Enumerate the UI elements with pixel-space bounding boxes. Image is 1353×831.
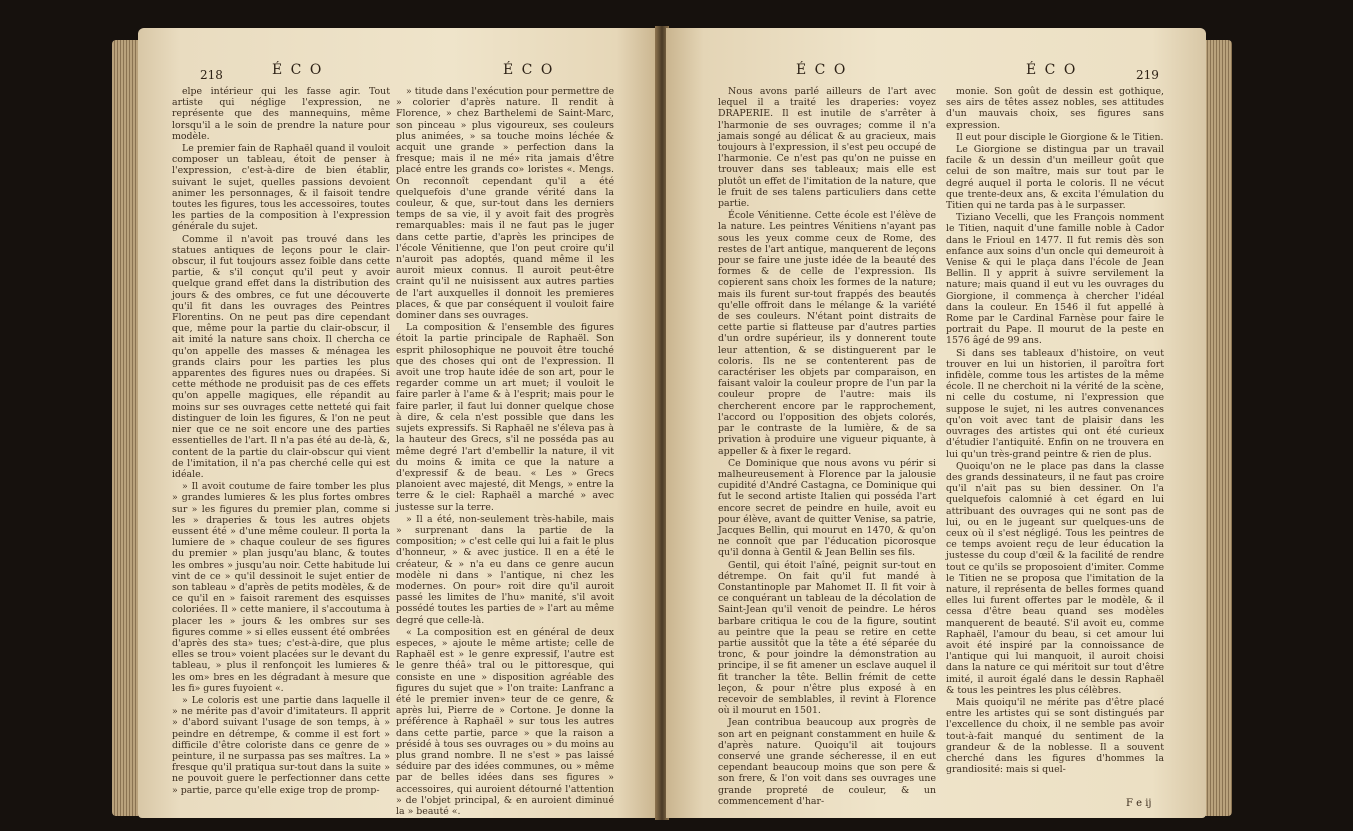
paragraph: Si dans ses tableaux d'histoire, on veut trouver en lui un historien, il paroîtra fort infidèle, comme tous les artistes de la même école. Il ne cherchoit ni la vérité de la scène, ni celle du costume, ni l'expression que suppose le sujet, ni les autres convenances qu'on voit avec tant de plaisir dans les ouvrages des artistes qui ont été curieux d'étudier l'antiquité. Enfin on ne trouvera en lui qu'un très-grand peintre & rien de plus. bbox=[946, 347, 1164, 460]
right-running-head-center: É C O bbox=[796, 62, 848, 78]
paragraph: Mais quoiqu'il ne mérite pas d'être placé entre les artistes qui se sont distingués par l'excellence du choix, il ne semble pas avoir tout-à-fait manqué du sentiment de la grandeur & de la noblesse. Il a souvent cherché dans les figures d'hommes la grandiosité: mais si quel- bbox=[946, 696, 1164, 776]
right-column-2 bbox=[946, 86, 1164, 810]
signature-mark: F e ij bbox=[1126, 798, 1152, 809]
paragraph: elpe intérieur qui les fasse agir. Tout artiste qui néglige l'expression, ne représente que des mannequins, même lorsqu'il a le soin de prendre la nature pour modèle. bbox=[172, 86, 390, 142]
paragraph: monie. Son goût de dessin est gothique, ses airs de têtes assez nobles, ses attitudes d'un mauvais choix, ses figures sans expression. bbox=[946, 86, 1164, 131]
right-running-head-right: É C O bbox=[1026, 62, 1078, 78]
paragraph: Tiziano Vecelli, que les François nomment le Titien, naquit d'une famille noble à Cador dans le Frioul en 1477. Il fut remis dès son enfance aux soins d'un oncle qui demeuroit à Venise & qui le plaça dans l'école de Jean Bellin. Il y apprit à suivre servilement la nature; mais quand il eut vu les ouvrages du Giorgione, il commença à chercher l'idéal dans la couleur. En 1546 il fut appellé à Rome par le Cardinal Farnèse pour faire le portrait du Pape. Il mourut de la peste en 1576 âgé de 99 ans. bbox=[946, 212, 1164, 347]
left-page bbox=[138, 28, 658, 818]
paragraph: Nous avons parlé ailleurs de l'art avec lequel il a traité les draperies: voyez DRAPERIE. Il est inutile de s'arrêter à l'harmonie de ses ouvrages; comme il n'a jamais songé au délicat & au gracieux, mais toujours à l'expression, il s'est peu occupé de l'harmonie. Ce n'est pas qu'on ne puisse en trouver dans ses tableaux; mais elle est plutôt un effet de l'imitation de la nature, que le fruit de ses talens particuliers dans cette partie. bbox=[718, 86, 936, 210]
paragraph: Le Giorgione se distingua par un travail facile & un dessin d'un meilleur goût que celui de son maître, mais sur tout par le degré auquel il porta le coloris. Il ne vécut que trente-deux ans, & excita l'émulation du Titien qui ne tarda pas à le surpasser. bbox=[946, 144, 1164, 212]
paragraph: Gentil, qui étoit l'aîné, peignit sur-tout en détrempe. On fait qu'il fut mandé à Constantinople par Mahomet II. Il fit voir à ce conquérant un tableau de la décolation de Saint-Jean qu'il venoit de peindre. Le héros barbare critiqua le cou de la figure, soutint au peintre que la peau se retire en cette partie aussitôt que la tête a été séparée du tronc, & pour joindre la démonstration au principe, il se fit amener un esclave auquel il fit trancher la tête. Bellin frémit de cette leçon, & pour n'être plus exposé à en recevoir de semblables, il revint à Florence où il mourut en 1501. bbox=[718, 559, 936, 717]
right-page bbox=[666, 28, 1206, 818]
paragraph: « La composition est en général de deux especes, » ajoute le même artiste; celle de Raphaël est » le genre expressif, l'autre est le genre théâ» tral ou le pittoresque, qui consiste en une » disposition agréable des figures du sujet que » l'on traite: Lanfranc a été le premier inven» teur de ce genre, & après lui, Pierre de » Cortone. Je donne la préférence à Raphaël » sur tous les autres dans cette partie, parce » que la raison a présidé à tous ses ouvrages ou » du moins au plus grand nombre. Il ne s'est » pas laissé séduire par des idées communes, ou » même par de belles idées dans ses figures » accessoires, qui auroient détourné l'attention » de l'objet principal, & en auroient diminué la » beauté «. bbox=[396, 626, 614, 817]
paragraph: Comme il n'avoit pas trouvé dans les statues antiques de leçons pour le clair-obscur, il fut toujours assez foible dans cette partie, & s'il conçut qu'il peut y avoir quelque grand effet dans la distribution des jours & des ombres, ce fut une découverte qu'il fit dans les ouvrages des Peintres Florentins. On ne peut pas dire cependant que, même pour la partie du clair-obscur, il ait imité la nature sans choix. Il chercha ce qu'on appelle des masses & ménagea les grands clairs pour les parties les plus apparentes des figures nues ou drapées. Si cette méthode ne produisit pas de ces effets qu'on appelle magiques, elle répandit au moins sur ses ouvrages cette netteté qui fait distinguer de loin les figures, & l'on ne peut nier que ce ne soit encore une des parties essentielles de l'art. Il n'a pas été au de-là, &, content de la partie du clair-obscur qui vient de l'imitation, il n'a pas cherché celle qui est idéale. bbox=[172, 233, 390, 480]
left-column-2 bbox=[396, 86, 614, 817]
paragraph: Jean contribua beaucoup aux progrès de son art en peignant constamment en huile & d'après nature. Quoiqu'il ait toujours conservé une grande sécheresse, il en eut cependant beaucoup moins que son pere & son frere, & l'on voit dans ses ouvrages une grande propreté de couleur, & un commencement d'har- bbox=[718, 717, 936, 807]
paragraph: Il eut pour disciple le Giorgione & le Titien. bbox=[956, 131, 1164, 143]
paragraph: » Il a été, non-seulement très-habile, mais » surprenant dans la partie de la composition; » c'est celle qui lui a fait le plus d'honneur, » & avec justice. Il en a été le créateur, & » n'a eu dans ce genre aucun modèle ni dans » l'antique, ni chez les modernes. On pour» roit dire qu'il auroit passé les limites de l'hu» manité, s'il avoit possédé toutes les parties de » l'art au même degré que celle-là. bbox=[396, 513, 614, 626]
paragraph: » Il avoit coutume de faire tomber les plus » grandes lumieres & les plus fortes ombres sur » les figures du premier plan, comme si les » draperies & tous les autres objets eussent été » d'une même couleur. Il porta la lumiere de » chaque couleur de ses figures du premier » plan jusqu'au blanc, & toutes les ombres » jusqu'au noir. Cette habitude lui vint de ce » qu'il dessinoit le sujet entier de son tableau » d'après de petits modèles, & de ce qu'il en » faisoit rarement des esquisses coloriées. Il » cette maniere, il s'accoutuma à placer les » jours & les ombres sur ses figures comme » si elles eussent été ombrées d'après des sta» tues; c'est-à-dire, que plus elles se trou» voient placées sur le devant du tableau, » plus il renfonçoit les lumieres & les om» bres en les dégradant à mesure que les fi» gures fuyoient «. bbox=[172, 481, 390, 694]
left-running-head-left: É C O bbox=[272, 62, 324, 78]
right-page-edges bbox=[1204, 40, 1232, 816]
paragraph: La composition & l'ensemble des figures étoit la partie principale de Raphaël. Son esprit philosophique ne pouvoit être touché que des choses qui ont de l'expression. Il avoit une trop haute idée de son art, pour le regarder comme un art muet; il vouloit le faire parler à l'ame & à l'esprit; mais pour le faire parler, il faut lui donner quelque chose à dire, & cela n'est possible que dans les sujets expressifs. Si Raphaël ne s'éleva pas à la hauteur des Grecs, s'il ne posséda pas au même degré l'art d'embellir la nature, il vit du moins & imita ce que la nature a d'expressif & de beau. « Les » Grecs planoient avec majesté, dit Mengs, » entre la terre & le ciel: Raphaël a marché » avec justesse sur la terre. bbox=[396, 322, 614, 513]
right-page-number: 219 bbox=[1136, 68, 1159, 82]
left-column-1 bbox=[172, 86, 390, 810]
paragraph: » titude dans l'exécution pour permettre de » colorier d'après nature. Il rendit à Florence, » chez Barthelemi de Saint-Marc, son pinceau » plus vigoureux, ses couleurs plus animées, » sa touche moins léchée & acquit une grande » perfection dans la fresque; mais il ne mé» rita jamais d'être placé entre les grands co» loristes «. Mengs. On reconnoît cependant qu'il a été quelquefois d'une grande vérité dans la couleur, & que, sur-tout dans les derniers temps de sa vie, il y avoit fait des progrès remarquables: mais il ne faut pas le juger dans cette partie, d'après les principes de l'école Vénitienne, que l'on peut croire qu'il n'auroit pas adoptés, quand même il les auroit mieux connus. Il auroit peut-être craint qu'il ne nuisissent aux autres parties de l'art auxquelles il donnoit les premieres places, & que par conséquent il vouloit faire dominer dans ses ouvrages. bbox=[396, 86, 614, 322]
paragraph: » Le coloris est une partie dans laquelle il » ne mérite pas d'avoir d'imitateurs. Il apprit » d'abord suivant l'usage de son temps, à » peindre en détrempe, & comme il est fort » difficile d'être coloriste dans ce genre de » peinture, il ne surpassa pas ses maîtres. La » fresque qu'il pratiqua sur-tout dans la suite » ne pouvoit guere le perfectionner dans cette » partie, parce qu'elle exige trop de promp- bbox=[172, 694, 390, 796]
paragraph: École Vénitienne. Cette école est l'élève de la nature. Les peintres Vénitiens n'ayant pas sous les yeux comme ceux de Rome, des restes de l'art antique, manquerent de leçons pour se faire une juste idée de la beauté des formes & de celle de l'expression. Ils copierent sans choix les formes de la nature; mais ils furent sur-tout frappés des beautés qu'elle offroit dans le mélange & la variété de ses couleurs. N'étant point distraits de cette partie si flatteuse par d'autres parties d'un ordre supérieur, ils y donnerent toute leur attention, & se distinguerent par le coloris. Ils ne se contenterent pas de caractériser les objets par comparaison, en faisant valoir la couleur propre de l'un par la couleur propre de l'autre: mais ils chercherent encore par le rapprochement, l'accord ou l'opposition des objets colorés, par le contraste de la lumière, & de sa privation à produire une vigueur piquante, à appeller & à fixer le regard. bbox=[718, 210, 936, 457]
paragraph: Quoiqu'on ne le place pas dans la classe des grands dessinateurs, il ne faut pas croire qu'il n'ait pas su bien dessiner. On l'a quelquefois calomnié à cet égard en lui attribuant des ouvrages qui ne sont pas de lui, ou en le jugeant sur quelques-uns de ceux où il s'est négligé. Tous les peintres de ce temps avoient reçu de leur éducation la justesse du coup d'œil & la facilité de rendre tout ce qu'ils se proposoient d'imiter. Comme le Titien ne se proposa que l'imitation de la nature, il représenta de belles formes quand elles lui furent offertes par le modèle, & il cessa d'être beau quand ses modèles manquerent de beauté. S'il avoit eu, comme Raphaël, l'amour du beau, si cet amour lui avoit été inspiré par la connoissance de l'antique qui lui manquoit, il auroit choisi dans la nature ce qui méritoit sur tout d'être imité, il auroit égalé dans le dessin Raphaël & tous les peintres les plus célèbres. bbox=[946, 460, 1164, 696]
paragraph: Le premier fain de Raphaël quand il vouloit composer un tableau, étoit de penser à l'expression, c'est-à-dire de bien établir, suivant le sujet, quelles passions devoient animer les personnages, & il faisoit tendre toutes les figures, tous les accessoires, toutes les parties de la composition à l'expression générale du sujet. bbox=[172, 143, 390, 233]
right-column-1 bbox=[718, 86, 936, 810]
paragraph: Ce Dominique que nous avons vu périr si malheureusement à Florence par la jalousie cupidité d'André Castagna, ce Dominique qui fut le second artiste Italien qui posséda l'art encore secret de peindre en huile, avoit eu pour élève, avant de quitter Venise, sa patrie, Jacques Bellin, qui mourut en 1470, & qu'on ne connoît que par l'éducation picorosque qu'il donna à Gentil & Jean Bellin ses fils. bbox=[718, 457, 936, 559]
left-page-number: 218 bbox=[200, 68, 223, 82]
left-page-edges bbox=[112, 40, 140, 816]
left-running-head-center: É C O bbox=[503, 62, 555, 78]
